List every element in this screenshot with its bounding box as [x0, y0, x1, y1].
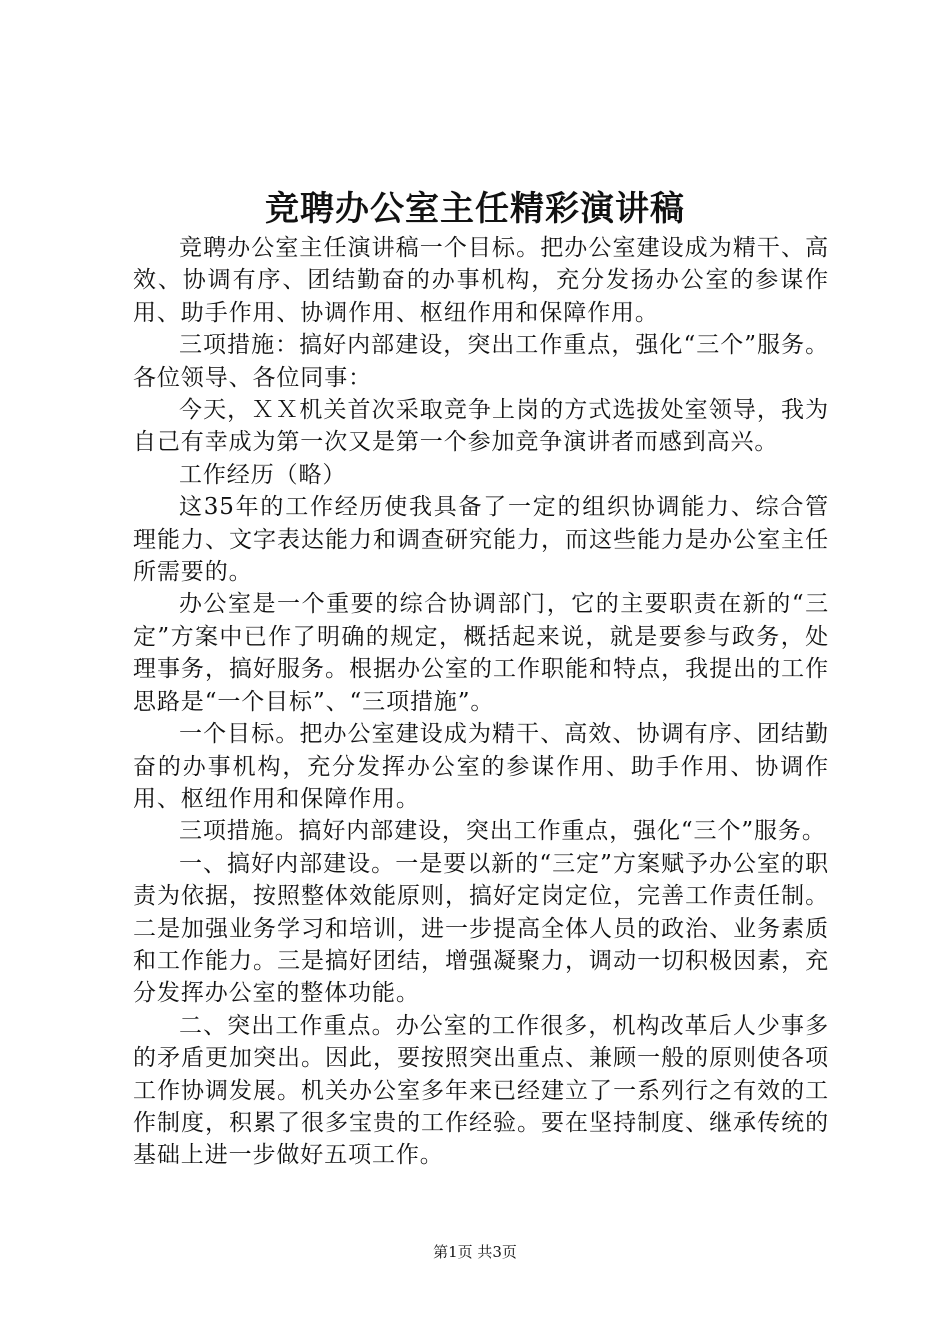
paragraph: 竞聘办公室主任演讲稿一个目标。把办公室建设成为精干、高效、协调有序、团结勤奋的办事机构，充分发扬办公室的参谋作用、助手作用、协调作用、枢纽作用和保障作用。 [133, 235, 829, 326]
document-body [133, 232, 829, 1172]
paragraph: 一、搞好内部建设。一是要以新的“三定”方案赋予办公室的职责为依据，按照整体效能原则，搞好定岗定位，完善工作责任制。二是加强业务学习和培训，进一步提高全体人员的政治、业务素质和工作能力。三是搞好团结，增强凝聚力，调动一切积极因素，充分发挥办公室的整体功能。 [133, 850, 829, 1007]
paragraph: 三项措施。搞好内部建设，突出工作重点，强化“三个”服务。 [179, 818, 826, 845]
paragraph: 一个目标。把办公室建设成为精干、高效、协调有序、团结勤奋的办事机构，充分发挥办公室的参谋作用、助手作用、协调作用、枢纽作用和保障作用。 [133, 721, 829, 812]
page-number-footer: 第1页 共3页 [433, 1243, 517, 1261]
document-title: 竞聘办公室主任精彩演讲稿 [265, 189, 685, 229]
paragraph: 二、突出工作重点。办公室的工作很多，机构改革后人少事多的矛盾更加突出。因此，要按照突出重点、兼顾一般的原则使各项工作协调发展。机关办公室多年来已经建立了一系列行之有效的工作制度，积累了很多宝贵的工作经验。要在坚持制度、继承传统的基础上进一步做好五项工作。 [133, 1012, 829, 1169]
paragraph: 这35年的工作经历使我具备了一定的组织协调能力、综合管理能力、文字表达能力和调查研究能力，而这些能力是办公室主任所需要的。 [133, 494, 829, 586]
paragraph: 办公室是一个重要的综合协调部门，它的主要职责在新的“三定”方案中已作了明确的规定，概括起来说，就是要参与政务，处理事务，搞好服务。根据办公室的工作职能和特点，我提出的工作思路是“一个目标”、“三项措施”。 [133, 591, 829, 715]
paragraph: 三项措施：搞好内部建设，突出工作重点，强化“三个”服务。各位领导、各位同事： [133, 332, 829, 391]
paragraph: 工作经历（略） [179, 461, 347, 488]
paragraph: 今天，ＸＸ机关首次采取竞争上岗的方式选拔处室领导，我为自己有幸成为第一次又是第一个参加竞争演讲者而感到高兴。 [133, 397, 829, 456]
